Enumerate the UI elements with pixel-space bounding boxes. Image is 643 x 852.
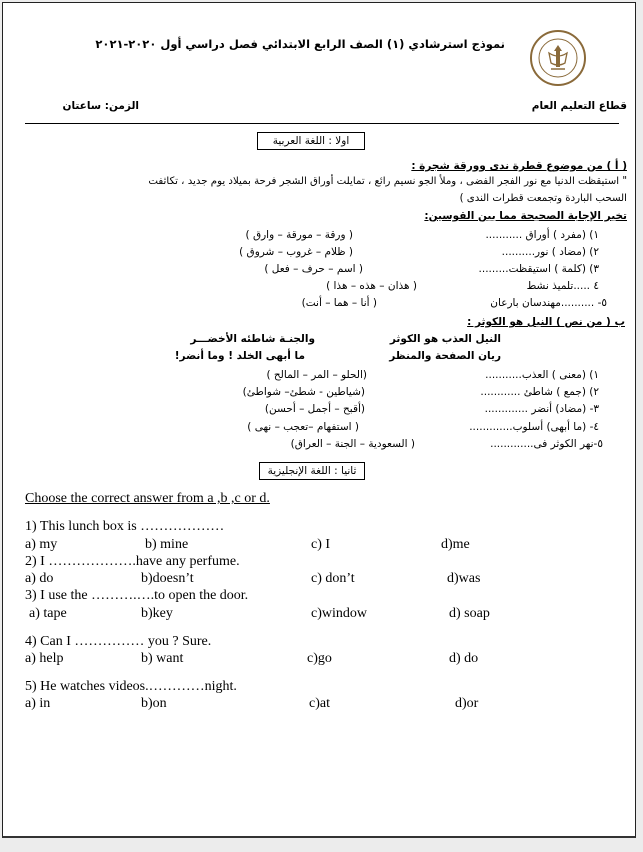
q1-option-c: c) I bbox=[311, 537, 331, 552]
q3-option-b: b)key bbox=[141, 606, 173, 621]
q3-option-d: d) soap bbox=[449, 606, 490, 621]
question-3: ٣) (كلمة ) استيقظت......... bbox=[478, 263, 599, 275]
sector-label: قطاع التعليم العام bbox=[531, 100, 627, 112]
passage-line-1: " استيقظت الدنيا مع نور الفجر الفضى ، وملأ الجو نسيم رائع ، تمايلت أوراق الشجر فرحة بميلاد يوم جديد ، تكاثفت bbox=[148, 176, 627, 187]
poem-line-2-right: ريان الصفحة والمنظر bbox=[389, 350, 501, 362]
english-question-5: 5) He watches videos.…………night. bbox=[25, 679, 237, 694]
arabic-section-title: اولا : اللغة العربية bbox=[257, 132, 365, 150]
question-b2: ٢) (جمع ) شاطئ ............ bbox=[480, 386, 599, 398]
q5-option-c: c)at bbox=[309, 696, 330, 711]
part-a-heading: ( أ ) من موضوع قطرة ندى وورقة شجرة : bbox=[411, 160, 627, 172]
choose-instruction: تخير الإجابة الصحيحة مما بين القوسين: bbox=[424, 210, 627, 222]
question-2-choices: ( ظلام – غروب – شروق ) bbox=[239, 246, 353, 258]
q5-option-b: b)on bbox=[141, 696, 167, 711]
question-b5-choices: ( السعودية – الجنة – العراق) bbox=[290, 438, 415, 450]
poem-line-1-right: النيل العذب هو الكوثر bbox=[389, 333, 501, 345]
question-1: ١) (مفرد ) أوراق ........... bbox=[485, 229, 599, 241]
q2-option-a: a) do bbox=[25, 571, 54, 586]
question-b2-choices: (شياطين - شطئ– شواطئ) bbox=[242, 386, 365, 398]
q4-option-a: a) help bbox=[25, 651, 64, 666]
question-b4: ٤- (ما أبهى) أسلوب............. bbox=[469, 421, 599, 433]
part-b-heading: ب ( من نص ) النيل هو الكوثر : bbox=[467, 316, 625, 328]
q3-option-a: a) tape bbox=[29, 606, 67, 621]
poem-line-2-left: ما أبهى الخلد ! وما أنضر! bbox=[174, 350, 305, 362]
question-2: ٢) (مضاد ) نور.......... bbox=[501, 246, 599, 258]
english-question-2: 2) I ……………….have any perfume. bbox=[25, 554, 240, 569]
q4-option-b: b) want bbox=[141, 651, 184, 666]
question-b1: ١) (معنى ) العذب........... bbox=[485, 369, 599, 381]
q4-option-c: c)go bbox=[307, 651, 332, 666]
question-b1-choices: (الحلو – المر – المالح ) bbox=[266, 369, 367, 381]
poem-line-1-left: والجنـة شاطئه الأخضـــر bbox=[190, 333, 315, 345]
question-b4-choices: ( استفهام –تعجب – نهى ) bbox=[247, 421, 359, 433]
q3-option-c: c)window bbox=[311, 606, 367, 621]
ministry-logo-icon bbox=[529, 29, 587, 87]
question-4-choices: ( هذان – هذه – هذا ) bbox=[326, 280, 417, 292]
english-question-4: 4) Can I …………… you ? Sure. bbox=[25, 634, 212, 649]
header-divider bbox=[25, 123, 619, 124]
question-1-choices: ( ورقة – مورقة – وارق ) bbox=[245, 229, 353, 241]
q1-option-b: b) mine bbox=[145, 537, 189, 552]
q5-option-d: d)or bbox=[455, 696, 479, 711]
english-section-title: ثانيا : اللغة الإنجليزية bbox=[259, 462, 365, 480]
q1-option-d: d)me bbox=[441, 537, 470, 552]
question-5-choices: ( أنا – هما – أنت) bbox=[301, 297, 377, 309]
question-4: ٤ .....تلميذ نشط bbox=[526, 280, 599, 292]
english-question-1: 1) This lunch box is ……………… bbox=[25, 519, 225, 534]
english-instruction: Choose the correct answer from a ,b ,c or d. bbox=[25, 491, 270, 506]
q5-option-a: a) in bbox=[25, 696, 51, 711]
q2-option-c: c) don’t bbox=[311, 571, 355, 586]
q2-option-d: d)was bbox=[447, 571, 481, 586]
time-label: الزمن: ساعتان bbox=[62, 100, 139, 112]
q2-option-b: b)doesn’t bbox=[141, 571, 194, 586]
question-b5: ٥-نهر الكوثر فى............. bbox=[490, 438, 603, 450]
exam-title: نموذج استرشادي (١) الصف الرابع الابتدائي فصل دراسي أول ٢٠٢٠-٢٠٢١ bbox=[95, 37, 505, 51]
english-question-3: 3) I use the ……….….to open the door. bbox=[25, 588, 249, 603]
question-b3-choices: (أقبح – أجمل – أحسن) bbox=[264, 403, 365, 415]
q4-option-d: d) do bbox=[449, 651, 479, 666]
question-b3: ٣- (مضاد) أنضر ............. bbox=[484, 403, 599, 415]
exam-page bbox=[2, 2, 636, 838]
q1-option-a: a) my bbox=[25, 537, 58, 552]
passage-line-2: السحب الباردة وتجمعت قطرات الندى ) bbox=[459, 193, 627, 204]
question-3-choices: ( اسم – حرف – فعل ) bbox=[264, 263, 363, 275]
question-5: ٥- ..........مهندسان بارعان bbox=[490, 297, 607, 309]
